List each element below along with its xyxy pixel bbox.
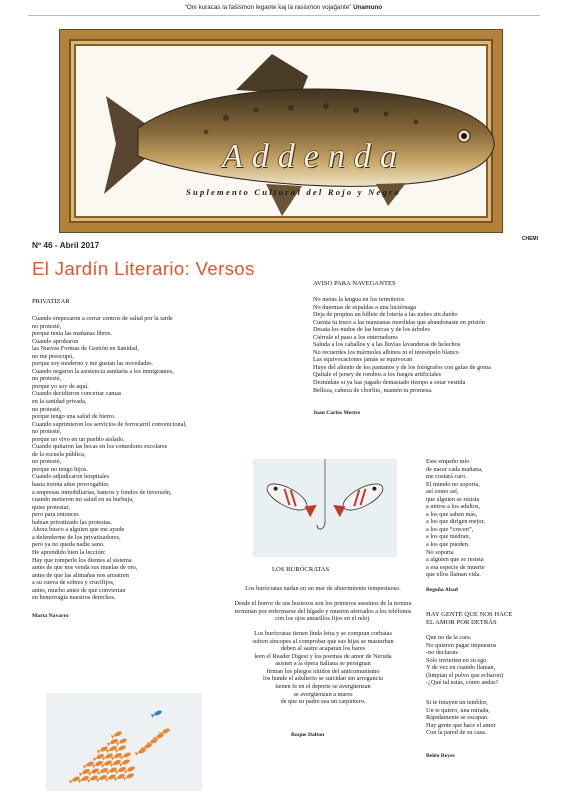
flock-fish	[101, 759, 113, 767]
flock-fish	[116, 737, 128, 745]
poem-title-privatizar: PRIVATIZAR	[32, 298, 70, 305]
poem-line: Cuando empezaron a cerrar centros de salud por la tarde	[32, 315, 173, 322]
poem-line: los hunde el adulterio se suicidan sin arrogancia	[263, 675, 383, 683]
poem-line: a los que “crecen”,	[426, 525, 474, 533]
poem-hay-gente-stanza-1	[426, 634, 503, 687]
flock-fish	[97, 767, 109, 775]
flock-fish	[106, 745, 118, 753]
poem-line: porque yo soy de aquí.	[32, 382, 89, 390]
fish-flock-icon	[46, 693, 202, 791]
poem-line: Este empeño mío	[426, 458, 470, 465]
poem-line: a alguien que se resista	[426, 556, 484, 564]
poem-line: en la sanidad privada,	[32, 398, 87, 406]
poem-line: no protesté,	[32, 322, 62, 330]
poem-line: Cuando negaron la asistencia sanitaria a los inmigrantes,	[32, 367, 174, 375]
poem-line: -¿Qué tal estás, cómo andas?	[426, 679, 499, 687]
fish-pair-icon	[253, 459, 397, 557]
poem-line: cuando metieron mi salud en su burbuja,	[32, 496, 134, 504]
poem-line: Cuando quitaron las becas en los comedores escolares	[32, 443, 168, 451]
stanza-gap	[206, 623, 440, 631]
header-quote	[0, 4, 567, 11]
poem-line: porque no tengo hijos.	[32, 465, 88, 473]
fish-hook-illustration	[253, 459, 397, 557]
flock-fish	[147, 737, 159, 745]
flock-fish	[92, 760, 104, 768]
flock-fish	[79, 768, 91, 776]
flock-fish	[151, 709, 163, 717]
poem-line: firman los pliegos nítidos del anticomunismo	[266, 667, 380, 675]
masthead-title: Addenda	[222, 138, 406, 175]
quote-author: Unamuno	[353, 4, 383, 11]
flock-fish	[87, 774, 99, 782]
poem-line: que ellos llaman vida.	[426, 571, 481, 579]
poem-line: me costará caro.	[426, 473, 467, 481]
flock-fish	[135, 747, 147, 755]
flock-fish	[106, 766, 118, 774]
poem-title-aviso: AVISO PARA NAVEGANTES	[313, 280, 396, 287]
stanza-gap	[206, 593, 440, 601]
poem-line: se avergüenzan a mares	[293, 690, 353, 698]
flock-fish	[96, 774, 108, 782]
poem-line: que alguien se resista	[426, 495, 480, 503]
poem-line: Belleza, cabeza de chorlito, mantén tu promesa.	[313, 386, 433, 394]
flock-fish	[69, 775, 81, 783]
poem-line: de que su padre sea un carpintero.	[280, 698, 366, 706]
flock-fish	[107, 738, 119, 746]
section-title: El Jardín Literario: Versos	[32, 258, 255, 279]
flock-fish	[97, 745, 109, 753]
poem-line: Desde el horror de sus bostezos son los primeros asesinos de la ternura	[234, 600, 412, 608]
poem-line: porque tengo una salud de hierro.	[32, 413, 116, 421]
quote-text: “Oni kuracas la faŝismon legante kaj la rasismon vojaĝante”	[184, 4, 352, 11]
poem-line: Ciérrale el paso a los enterradores	[313, 333, 398, 341]
poem-line: (limpian el polvo que echaron)	[426, 671, 504, 679]
poem-line: Desnúdate si ya has jugado demasiado tiempo a estar vestida	[313, 379, 466, 387]
poem-line: a los que dirigen mejor,	[426, 518, 485, 526]
flock-fish	[153, 732, 165, 740]
poem-line: Cuando decidieron concertar camas	[32, 390, 122, 398]
poem-title-burocratas: LOS BURÓCRATAS	[272, 566, 330, 573]
poem-line: sufren síncopes al comprobar que sus hijas se masturban	[252, 637, 394, 645]
author-hay-gente: Belén Reyes	[426, 753, 455, 759]
poem-line: habían privatizado las protestas.	[32, 518, 113, 526]
poem-line: a unirse a los adultos,	[426, 503, 480, 511]
poem-line: de nacer cada mañana,	[426, 465, 483, 473]
poem-line: Deja de propina un billete de lotería a las nubes sin dueño	[313, 311, 458, 319]
author-empeno: Begoña Abad	[426, 587, 458, 593]
poem-privatizar	[32, 315, 187, 602]
poem-line: porque no vivo en un pueblo aislado.	[32, 435, 125, 443]
poem-line: pero ya no queda nadie sano.	[32, 541, 105, 549]
poem-line: porque soy moderno y me gustan las novedades.	[32, 360, 154, 368]
flock-fish	[123, 772, 135, 780]
poem-line: a los que saben más,	[426, 510, 478, 518]
poem-line: El mundo no soporta,	[426, 480, 480, 488]
flock-fish	[83, 760, 95, 768]
poem-line: quise protestar,	[32, 503, 70, 511]
poem-line: Los burócratas tienen linda letra y se compran corbatas	[254, 630, 392, 638]
illustrator-credit: CHEMI	[521, 236, 538, 242]
poem-line: -no declaran-	[426, 649, 460, 657]
poem-line: terminan por enfermarse del hígado y mueren aferrados a los teléfonos	[234, 607, 412, 615]
poem-line: a su cueva de sobres y crucifijos,	[32, 579, 115, 587]
flock-fish	[114, 773, 126, 781]
flock-fish	[124, 765, 136, 773]
fish-flock-illustration	[46, 693, 202, 791]
poem-line: no me preocupó,	[32, 352, 74, 360]
poem-line: a los que pueden.	[426, 541, 470, 549]
flock-fish	[141, 742, 153, 750]
poem-line: Cuando suprimieron los servicios de ferrocarril convencional,	[32, 420, 187, 428]
poem-line: asisten a la ópera italiana se persignan	[275, 660, 371, 668]
poem-hay-gente-stanza-2	[426, 699, 496, 737]
flock-fish	[105, 773, 117, 781]
poem-line: en hemorragia nuestros derechos.	[32, 594, 116, 602]
author-privatizar: Marta Navarro	[32, 613, 69, 619]
poem-line: de la escuela pública,	[32, 450, 86, 458]
poem-line: Rápidamente se escapan.	[426, 714, 489, 722]
masthead-frame	[60, 30, 502, 232]
author-aviso: Juan Carlos Mestre	[313, 410, 361, 416]
poem-line: Y de vez en cuando llaman,	[426, 664, 496, 672]
masthead-panel	[76, 46, 486, 216]
poem-line: porque tenía las mañanas libres.	[32, 330, 113, 338]
poem-line: a defenderme de los privatizadores,	[32, 533, 121, 541]
poem-line: He aprendido bien la lección:	[32, 548, 106, 556]
poem-line: Que no da la cara.	[426, 634, 472, 641]
poem-line: tienen fe en el deporte se avergüenzan	[275, 683, 371, 691]
poem-line: Hay que romperle los dientes al sistema	[32, 556, 132, 564]
poem-line: no protesté,	[32, 405, 62, 413]
poem-line: así como así,	[426, 488, 459, 496]
poem-line: Las equivocaciones jamás se equivocan	[313, 356, 413, 364]
poem-line: Huye del aliento de los pantanos y de los fotógrafos con gafas de goma	[313, 363, 491, 371]
poem-line: No quieren pagar impuestos	[426, 641, 497, 649]
flock-fish	[111, 752, 123, 760]
poem-line: Con la pared de su casa.	[426, 729, 487, 737]
poem-line: Sólo invierten en su ego.	[426, 656, 488, 664]
poem-line: No duermas de espaldas a una luciérnaga	[313, 303, 417, 311]
issue-number: Nº 46 - Abril 2017	[32, 240, 100, 250]
poem-empeno	[426, 458, 485, 579]
flock-fish	[102, 752, 114, 760]
flock-fish	[159, 727, 171, 735]
poem-line: Cuando adjudicaron hospitales	[32, 473, 110, 481]
poem-line: no protesté,	[32, 458, 62, 466]
flock-fish	[119, 758, 131, 766]
poem-line: a los que medran,	[426, 533, 471, 541]
flock-fish	[120, 751, 132, 759]
poem-line: Si te intuyen un temblor,	[426, 699, 488, 706]
poem-line: antes de que las alimañas nos arrastren	[32, 571, 129, 579]
poem-line: Los burócratas nadan en un mar de aburrimiento tempestuoso.	[245, 585, 401, 592]
poem-line: pero para entonces	[32, 511, 79, 519]
masthead-subtitle: Suplemento Cultural del Rojo y Negro	[186, 187, 402, 197]
poem-line: Cuenta tu truco a las manzanas mordidas que abandonaste en prisión	[313, 318, 485, 326]
poem-line: a empresas inmobiliarias, bancos y fondos de inversión,	[32, 488, 172, 496]
poem-line: hasta treinta años prorrogables	[32, 481, 109, 489]
flock-fish	[115, 744, 127, 752]
author-burocratas: Roque Dalton	[291, 732, 325, 738]
poem-line: Hay gente que hace el amor	[426, 721, 496, 729]
poem-burocratas	[206, 585, 440, 706]
poem-line: no protesté,	[32, 375, 62, 383]
header-rule	[28, 15, 540, 16]
poem-line: con los ojos amarillos fijos en el reloj.	[275, 615, 371, 623]
poem-line: Cuando aprobaron	[32, 337, 79, 345]
poem-line: antes de que nos venda sus muelas de oro,	[32, 564, 138, 572]
poem-line: deben al sastre acaparan los bares	[280, 645, 366, 653]
flock-fish	[115, 766, 127, 774]
poem-line: a esa especie de muerte	[426, 563, 485, 571]
poem-line: leen el Reader Digest y los poemas de amor de Neruda	[254, 652, 392, 660]
poem-line: No metas la lengua en los termiteros	[313, 296, 405, 303]
poem-line: Ahora busco a alguien que me ayude	[32, 526, 125, 534]
flock-fish	[111, 730, 123, 738]
poem-line: antes, mucho antes de que conviertan	[32, 586, 126, 594]
poem-aviso	[313, 296, 491, 394]
poem-line: no protesté,	[32, 428, 62, 436]
flock-fish	[110, 759, 122, 767]
poem-title-hay-gente-2: EL AMOR POR DETRÁS	[426, 619, 497, 626]
poem-line: No soporta	[426, 548, 454, 556]
flock-fish	[78, 775, 90, 783]
poem-title-hay-gente-1: HAY GENTE QUE NOS HACE	[426, 611, 513, 618]
poem-line: las Nuevas Formas de Gestión en Sanidad,	[32, 345, 139, 353]
poem-line: Quítale el jersey de rombos a los fuegos artificiales	[313, 371, 442, 379]
poem-line: Un te quiero, una mirada,	[426, 706, 490, 714]
flock-fish	[93, 753, 105, 761]
poem-line: Saluda a los caballos y a las lluvias lavanderas de helechos	[313, 341, 461, 349]
flock-fish	[88, 767, 100, 775]
poem-line: Desata los nudos de las horcas y de los árboles	[313, 326, 430, 334]
poem-line: No recuerdes los mármoles albinos ni el teresópelo blanco	[313, 348, 459, 356]
